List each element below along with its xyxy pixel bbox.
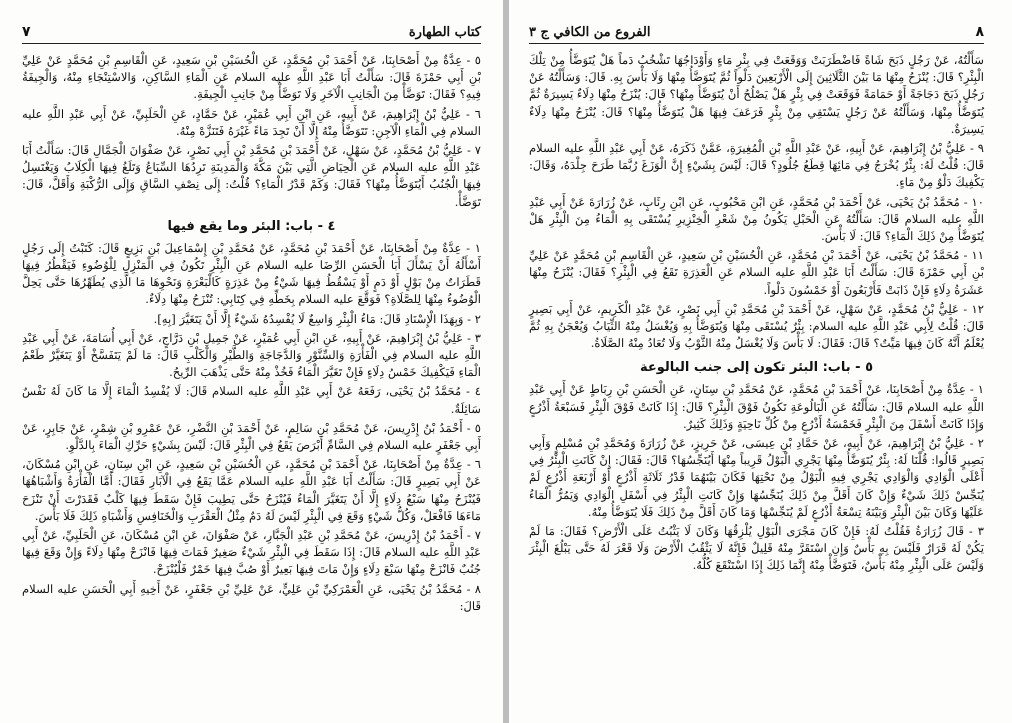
- hadith-paragraph: ٢ - عَلِيُّ بْنُ إِبْرَاهِيمَ، عَنْ أَبِيهِ، عَنْ حَمَّادِ بْنِ عِيسَى، عَنْ حَرِيزٍ، عَنْ زُرَارَةَ وَمُحَمَّدِ بْنِ مُسْلِمٍ وَأَبِي بَصِيرٍ قَالُوا: قُلْنَا لَهُ: بِئْرٌ يُتَوَضَّأُ مِنْهَا يَجْرِي الْبَوْلُ قَرِيباً مِنْهَا أَيُنَجِّسُهَا؟ قَالَ: فَقَالَ: إِنْ كَانَتِ الْبِئْرُ فِي أَعْلَى الْوَادِي وَالْوَادِي يَجْرِي فِيهِ الْبَوْلُ مِنْ تَحْتِهَا فَكَانَ بَيْنَهُمَا قَدْرُ ثَلَاثَةِ أَذْرُعٍ أَوْ أَرْبَعَةِ أَذْرُعٍ لَمْ يُنَجِّسْ ذَلِكَ شَيْءٌ وَإِنْ كَانَ أَقَلَّ مِنْ ذَلِكَ يُنَجِّسُهَا وَإِنْ كَانَتِ الْبِئْرُ فِي أَسْفَلِ الْوَادِي وَيَمُرُّ الْمَاءُ عَلَيْهَا وَكَانَ بَيْنَ الْبِئْرِ وَبَيْنَهُ تِسْعَةُ أَذْرُعٍ لَمْ يُنَجِّسْهَا وَمَا كَانَ أَقَلَّ مِنْ ذَلِكَ فَلَا يُتَوَضَّأُ مِنْهُ.: [529, 436, 984, 519]
- section-title: ٥ - باب: البئر تكون إلى جنب البالوعة: [639, 360, 873, 376]
- left-page: [0, 0, 503, 723]
- left-page-header: [22, 10, 481, 44]
- hadith-paragraph: ٣ - عَلِيُّ بْنُ إِبْرَاهِيمَ، عَنْ أَبِيهِ، عَنِ ابْنِ أَبِي عُمَيْرٍ، عَنْ جَمِيلِ بْنِ دَرَّاجٍ، عَنْ أَبِي أُسَامَةَ، عَنْ أَبِي عَبْدِ اللَّهِ عليه السلام فِي الْفَأْرَةِ وَالسِّنَّوْرِ وَالدَّجَاجَةِ وَالطَّيْرِ وَالْكَلْبِ قَالَ: مَا لَمْ يَتَفَسَّخْ أَوْ يَتَغَيَّرْ طَعْمُ الْمَاءِ فَيَكْفِيكَ خَمْسُ دِلَاءٍ فَإِنْ تَغَيَّرَ الْمَاءُ فَخُذْ مِنْهُ حَتَّى يَذْهَبَ الرِّيحُ.: [22, 330, 481, 380]
- right-page-body: [529, 52, 984, 575]
- right-header-title: الفروع من الكافي ج ٣: [529, 25, 651, 40]
- left-page-body: [22, 52, 481, 615]
- hadith-paragraph: ٩ - عَلِيُّ بْنُ إِبْرَاهِيمَ، عَنْ أَبِيهِ، عَنْ عَبْدِ اللَّهِ بْنِ الْمُغِيرَةِ، عَمَّنْ ذَكَرَهُ، عَنْ أَبِي عَبْدِ اللَّهِ عليه السلام قَالَ: قُلْتُ لَهُ: بِئْرٌ يُخْرَجُ فِي مَائِهَا قِطَعُ جُلُودٍ؟ قَالَ: لَيْسَ بِشَيْءٍ إِنَّ الْوَزَغَ رُبَّمَا طَرَحَ جِلْدَهُ، وَقَالَ: يَكْفِيكَ دَلْوٌ مِنْ مَاءٍ.: [529, 141, 984, 190]
- left-header-title: كتاب الطهارة: [408, 25, 481, 40]
- hadith-paragraph: ٦ - عَلِيُّ بْنُ إِبْرَاهِيمَ، عَنْ أَبِيهِ، عَنِ ابْنِ أَبِي عُمَيْرٍ، عَنْ حَمَّادٍ، عَنِ الْحَلَبِيِّ، عَنْ أَبِي عَبْدِ اللَّهِ عليه السلام فِي الْمَاءِ الْآجِنِ: تَتَوَضَّأُ مِنْهُ إِلَّا أَنْ تَجِدَ مَاءً غَيْرَهُ فَتَنَزَّهْ مِنْهُ.: [22, 106, 481, 138]
- hadith-paragraph: ١٢ - عَلِيُّ بْنُ مُحَمَّدٍ، عَنْ سَهْلٍ، عَنْ أَحْمَدَ بْنِ مُحَمَّدِ بْنِ أَبِي نَصْرٍ، عَنْ عَبْدِ الْكَرِيمِ، عَنْ أَبِي بَصِيرٍ قَالَ: قُلْتُ لِأَبِي عَبْدِ اللَّهِ عليه السلام: بِئْرٌ يُسْتَقَى مِنْهَا وَيُتَوَضَّأُ بِهِ وَيُغْسَلُ مِنْهُ الثِّيَابُ وَيُعْجَنُ بِهِ ثُمَّ يُعْلَمُ أَنَّهُ كَانَ فِيهَا مَيِّتٌ؟ قَالَ: فَقَالَ: لَا بَأْسَ وَلَا يُغْسَلُ مِنْهُ الثَّوْبُ وَلَا تُعَادُ مِنْهُ الصَّلَاةُ.: [529, 301, 984, 351]
- section-title: ٤ - باب: البئر وما يقع فيها: [167, 218, 336, 234]
- hadith-paragraph: ١٠ - مُحَمَّدُ بْنُ يَحْيَى، عَنْ أَحْمَدَ بْنِ مُحَمَّدٍ، عَنِ ابْنِ مَحْبُوبٍ، عَنِ ابْنِ رِئَابٍ، عَنْ زُرَارَةَ عَنْ أَبِي عَبْدِ اللَّهِ عليه السلام قَالَ: سَأَلْتُهُ عَنِ الْحَبْلِ يَكُونُ مِنْ شَعْرِ الْخِنْزِيرِ يُسْتَقَى بِهِ الْمَاءُ مِنَ الْبِئْرِ هَلْ يُتَوَضَّأُ مِنْ ذَلِكَ الْمَاءِ؟ قَالَ: لَا بَأْسَ.: [529, 194, 984, 244]
- hadith-paragraph: ٧ - عَلِيُّ بْنُ مُحَمَّدٍ، عَنْ سَهْلٍ، عَنْ أَحْمَدَ بْنِ مُحَمَّدِ بْنِ أَبِي نَصْرٍ، عَنْ صَفْوَانَ الْجَمَّالِ قَالَ: سَأَلْتُ أَبَا عَبْدِ اللَّهِ عليه السلام عَنِ الْحِيَاضِ الَّتِي بَيْنَ مَكَّةَ وَالْمَدِينَةِ تَرِدُهَا السِّبَاعُ وَتَلَغُ فِيهَا الْكِلَابُ وَيَغْتَسِلُ فِيهَا الْجُنُبُ أَيُتَوَضَّأُ مِنْهَا؟ فَقَالَ: وَكَمْ قَدْرُ الْمَاءِ؟ قُلْتُ: إِلَى نِصْفِ السَّاقِ وَإِلَى الرُّكْبَةِ وَأَقَلَّ، قَالَ: تَوَضَّأْ.: [22, 143, 481, 209]
- hadith-paragraph: ٨ - مُحَمَّدُ بْنُ يَحْيَى، عَنِ الْعَمْرَكِيِّ بْنِ عَلِيٍّ، عَنْ عَلِيِّ بْنِ جَعْفَرٍ، عَنْ أَخِيهِ أَبِي الْحَسَنِ عليه السلام قَالَ:: [22, 581, 481, 613]
- hadith-paragraph: سَأَلْتُهُ، عَنْ رَجُلٍ ذَبَحَ شَاةً فَاضْطَرَبَتْ وَوَقَعَتْ فِي بِئْرِ مَاءٍ وَأَوْدَاجُهَا تَشْخُبُ دَماً هَلْ يُتَوَضَّأُ مِنْ تِلْكَ الْبِئْرِ؟ قَالَ: يُنْزَحُ مِنْهَا مَا بَيْنَ الثَّلَاثِينَ إِلَى الْأَرْبَعِينَ دَلْواً ثُمَّ يُتَوَضَّأُ مِنْهَا وَلَا بَأْسَ بِهِ. قَالَ: وَسَأَلْتُهُ عَنْ رَجُلٍ ذَبَحَ دَجَاجَةً أَوْ حَمَامَةً فَوَقَعَتْ فِي بِئْرٍ هَلْ يَصْلُحُ أَنْ يُتَوَضَّأَ مِنْهَا؟ قَالَ: يُنْزَحُ مِنْهَا دِلَاءٌ يَسِيرَةٌ ثُمَّ يُتَوَضَّأُ مِنْهَا، وَسَأَلْتُهُ عَنْ رَجُلٍ يَسْتَقِي مِنْ بِئْرٍ فَرَعَفَ فِيهَا هَلْ يُتَوَضَّأُ مِنْهَا؟ قَالَ: يُنْزَحُ مِنْهَا دِلَاءٌ يَسِيرَةٌ.: [529, 53, 984, 136]
- hadith-paragraph: ١ - عِدَّةٌ مِنْ أَصْحَابِنَا، عَنْ أَحْمَدَ بْنِ مُحَمَّدٍ، عَنْ مُحَمَّدِ بْنِ إِسْمَاعِيلَ بْنِ بَزِيعٍ قَالَ: كَتَبْتُ إِلَى رَجُلٍ أَسْأَلُهُ أَنْ يَسْأَلَ أَبَا الْحَسَنِ الرِّضَا عليه السلام عَنِ الْبِئْرِ تَكُونُ فِي الْمَنْزِلِ لِلْوُضُوءِ فَيَقْطُرُ فِيهَا قَطَرَاتٌ مِنْ بَوْلٍ أَوْ دَمٍ أَوْ يَسْقُطُ فِيهَا شَيْءٌ مِنْ عَذِرَةٍ كَالْبَعْرَةِ وَنَحْوِهَا مَا الَّذِي يُطَهِّرُهَا حَتَّى يَحِلَّ الْوُضُوءُ مِنْهَا لِلصَّلَاةِ؟ فَوَقَّعَ عليه السلام بِخَطِّهِ فِي كِتَابِي: تُنْزَحُ مِنْهَا دِلَاءٌ.: [22, 240, 481, 307]
- hadith-paragraph: ١١ - مُحَمَّدُ بْنُ يَحْيَى، عَنْ أَحْمَدَ بْنِ مُحَمَّدٍ، عَنِ الْحُسَيْنِ بْنِ سَعِيدٍ، عَنِ الْقَاسِمِ بْنِ مُحَمَّدٍ عَنْ عَلِيِّ بْنِ أَبِي حَمْزَةَ قَالَ: سَأَلْتُ أَبَا عَبْدِ اللَّهِ عليه السلام عَنِ الْعَذِرَةِ تَقَعُ فِي الْبِئْرِ؟ فَقَالَ: يُنْزَحُ مِنْهَا عَشَرَةُ دِلَاءٍ فَإِنْ ذَابَتْ فَأَرْبَعُونَ أَوْ خَمْسُونَ دَلْواً.: [529, 248, 984, 297]
- right-page-number: ٨: [975, 24, 984, 40]
- hadith-paragraph: ٥ - عِدَّةٌ مِنْ أَصْحَابِنَا، عَنْ أَحْمَدَ بْنِ مُحَمَّدٍ، عَنِ الْحُسَيْنِ بْنِ سَعِيدٍ، عَنِ الْقَاسِمِ بْنِ مُحَمَّدٍ عَنْ عَلِيِّ بْنِ أَبِي حَمْزَةَ قَالَ: سَأَلْتُ أَبَا عَبْدِ اللَّهِ عليه السلام عَنِ الْمَاءِ السَّاكِنِ، وَالاسْتِنْجَاءِ مِنْهُ، وَالْجِيفَةُ فِيهِ؟ فَقَالَ: تَوَضَّأْ مِنَ الْجَانِبِ الْآخَرِ وَلَا تَوَضَّأْ مِنْ جَانِبِ الْجِيفَةِ.: [22, 53, 481, 102]
- hadith-paragraph: ٧ - أَحْمَدُ بْنُ إِدْرِيسَ، عَنْ مُحَمَّدِ بْنِ عَبْدِ الْجَبَّارِ، عَنْ صَفْوَانَ، عَنِ ابْنِ مُسْكَانَ، عَنِ الْحَلَبِيِّ، عَنْ أَبِي عَبْدِ اللَّهِ عليه السلام قَالَ: إِذَا سَقَطَ فِي الْبِئْرِ شَيْءٌ صَغِيرٌ فَمَاتَ فِيهَا فَانْزَحْ مِنْهَا دِلَاءً وَإِنْ وَقَعَ فِيهَا جُنُبٌ فَانْزَحْ مِنْهَا سَبْعَ دِلَاءٍ وَإِنْ مَاتَ فِيهَا بَعِيرٌ أَوْ صُبَّ فِيهَا خَمْرٌ فَلْيُنْزَحْ.: [22, 528, 481, 577]
- right-page-header: [529, 10, 984, 44]
- hadith-paragraph: ٥ - أَحْمَدُ بْنُ إِدْرِيسَ، عَنْ مُحَمَّدِ بْنِ سَالِمٍ، عَنْ أَحْمَدَ بْنِ النَّضْرِ، عَنْ عَمْرِو بْنِ شِمْرٍ، عَنْ جَابِرٍ، عَنْ أَبِي جَعْفَرٍ عليه السلام فِي السَّامِّ أَبْرَصَ يَقَعُ فِي الْبِئْرِ قَالَ: لَيْسَ بِشَيْءٍ حَرِّكِ الْمَاءَ بِالدَّلْوِ.: [22, 420, 481, 453]
- hadith-paragraph: ٣ - قَالَ زُرَارَةُ فَقُلْتُ لَهُ: فَإِنْ كَانَ مَجْرَى الْبَوْلِ يُلْزِقُهَا وَكَانَ لَا يَثْبُتُ عَلَى الْأَرْضِ؟ فَقَالَ: مَا لَمْ يَكُنْ لَهُ قَرَارٌ فَلَيْسَ بِهِ بَأْسٌ وَإِنِ اسْتَقَرَّ مِنْهُ قَلِيلٌ فَإِنَّهُ لَا يَثْقُبُ الْأَرْضَ وَلَا قَعْرَ لَهُ حَتَّى يَبْلُغَ الْبِئْرَ وَلَيْسَ عَلَى الْبِئْرِ مِنْهُ بَأْسٌ، فَتَوَضَّأْ مِنْهُ إِنَّمَا ذَلِكَ إِذَا اسْتَنْقَعَ كُلُّهُ.: [529, 524, 984, 573]
- hadith-paragraph: ٦ - عِدَّةٌ مِنْ أَصْحَابِنَا، عَنْ أَحْمَدَ بْنِ مُحَمَّدٍ، عَنِ الْحُسَيْنِ بْنِ سَعِيدٍ، عَنِ ابْنِ سِنَانٍ، عَنِ ابْنِ مُسْكَانَ، عَنْ أَبِي بَصِيرٍ قَالَ: سَأَلْتُ أَبَا عَبْدِ اللَّهِ عليه السلام عَمَّا يَقَعُ فِي الْآبَارِ فَقَالَ: أَمَّا الْفَأْرَةُ وَأَشْبَاهُهَا فَيُنْزَحُ مِنْهَا سَبْعُ دِلَاءٍ إِلَّا أَنْ يَتَغَيَّرَ الْمَاءُ فَيُنْزَحُ حَتَّى يَطِيبَ فَإِنْ سَقَطَ فِيهَا كَلْبٌ فَقَدَرْتَ أَنْ تَنْزَحَ مَاءَهَا فَافْعَلْ، وَكُلُّ شَيْءٍ وَقَعَ فِي الْبِئْرِ لَيْسَ لَهُ دَمٌ مِثْلُ الْعَقْرَبِ وَالْخَنَافِسِ وَأَشْبَاهِ ذَلِكَ فَلَا بَأْسَ.: [22, 457, 481, 523]
- hadith-paragraph: ٢ - وَبِهَذَا الْإِسْنَادِ قَالَ: مَاءُ الْبِئْرِ وَاسِعٌ لَا يُفْسِدُهُ شَيْءٌ إِلَّا أَنْ يَتَغَيَّرَ [بِهِ].: [153, 311, 481, 326]
- hadith-paragraph: ١ - عِدَّةٌ مِنْ أَصْحَابِنَا، عَنْ أَحْمَدَ بْنِ مُحَمَّدٍ، عَنْ مُحَمَّدِ بْنِ سِنَانٍ، عَنِ الْحَسَنِ بْنِ رِبَاطٍ عَنْ أَبِي عَبْدِ اللَّهِ عليه السلام قَالَ: سَأَلْتُهُ عَنِ الْبَالُوعَةِ تَكُونُ فَوْقَ الْبِئْرِ؟ قَالَ: إِذَا كَانَتْ فَوْقَ الْبِئْرِ فَسَبْعَةُ أَذْرُعٍ وَإِذَا كَانَتْ أَسْفَلَ مِنَ الْبِئْرِ فَخَمْسَةُ أَذْرُعٍ مِنْ كُلِّ نَاحِيَةٍ وَذَلِكَ كَثِيرٌ.: [529, 382, 984, 431]
- right-page: [509, 0, 1012, 723]
- hadith-paragraph: ٤ - مُحَمَّدُ بْنُ يَحْيَى، رَفَعَهُ عَنْ أَبِي عَبْدِ اللَّهِ عليه السلام قَالَ: لَا يُفْسِدُ الْمَاءَ إِلَّا مَا كَانَ لَهُ نَفْسٌ سَائِلَةٌ.: [22, 384, 481, 416]
- left-page-number: ٧: [22, 24, 31, 40]
